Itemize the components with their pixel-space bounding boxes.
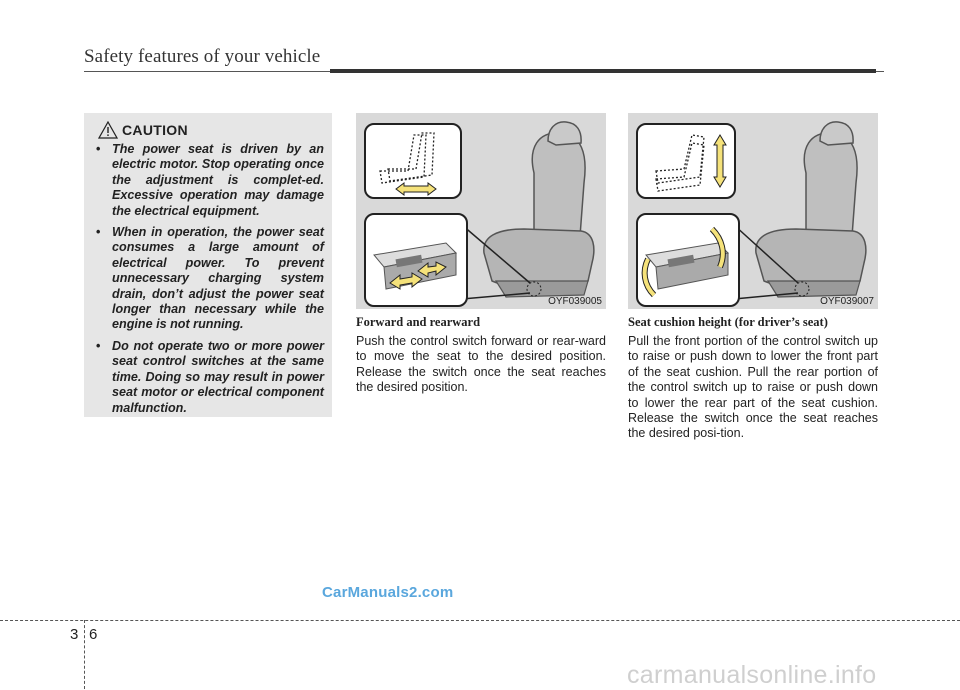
watermark-link[interactable]: CarManuals2.com xyxy=(322,584,454,601)
section-body: Push the control switch forward or rear-ward to move the seat to the desired position. Release the switch once the seat reaches the desired position. xyxy=(356,334,606,395)
section-heading: Seat cushion height (for driver’s seat) xyxy=(628,315,828,329)
seat-slide-diagram xyxy=(366,125,460,197)
caution-item-multiple-switches: • Do not operate two or more power seat control switches at the same time. Doing so may result in power seat motor or electrical component malfunction. xyxy=(92,339,324,416)
seat-height-diagram xyxy=(638,125,734,197)
inset-control-switch xyxy=(636,213,740,307)
inset-control-switch xyxy=(364,213,468,307)
switch-diagram xyxy=(366,215,466,305)
section-heading: Forward and rearward xyxy=(356,315,481,329)
section-forward-rearward xyxy=(356,315,606,396)
caution-list xyxy=(92,142,324,416)
watermark-footer: carmanualsonline.info xyxy=(627,661,877,689)
switch-diagram xyxy=(638,215,738,305)
chapter-number: 3 xyxy=(70,626,79,643)
section-cushion-height xyxy=(628,315,878,442)
footer-rule xyxy=(0,620,960,621)
page-number: 6 xyxy=(89,626,98,643)
inset-seat-outline xyxy=(364,123,462,199)
header-rule-bold xyxy=(330,69,876,73)
figure-forward-rearward xyxy=(356,113,606,309)
caution-header xyxy=(98,121,324,139)
caution-title: CAUTION xyxy=(122,122,188,138)
warning-triangle-icon xyxy=(98,121,118,139)
inset-seat-outline xyxy=(636,123,736,199)
figure-code: OYF039005 xyxy=(548,296,602,307)
caution-item-motor: • The power seat is driven by an electric motor. Stop operating once the adjustment is complet-ed. Excessive operation may damage the electrical equipment. xyxy=(92,142,324,219)
caution-box xyxy=(84,113,332,417)
footer-vertical-rule xyxy=(84,620,85,689)
caution-item-power-drain: • When in operation, the power seat consumes a large amount of electrical power. To prevent unnecessary charging system drain, don’t adjust the power seat longer than necessary while the engine is not running. xyxy=(92,225,324,333)
figure-cushion-height xyxy=(628,113,878,309)
page-header-title: Safety features of your vehicle xyxy=(84,46,321,67)
figure-code: OYF039007 xyxy=(820,296,874,307)
section-body: Pull the front portion of the control switch up to raise or push down to lower the front part of the seat cushion. Pull the rear portion of the control switch up to raise or push down to lower the rear part of the seat cushion. Release the switch once the seat reaches the desired posi-tion. xyxy=(628,334,878,441)
